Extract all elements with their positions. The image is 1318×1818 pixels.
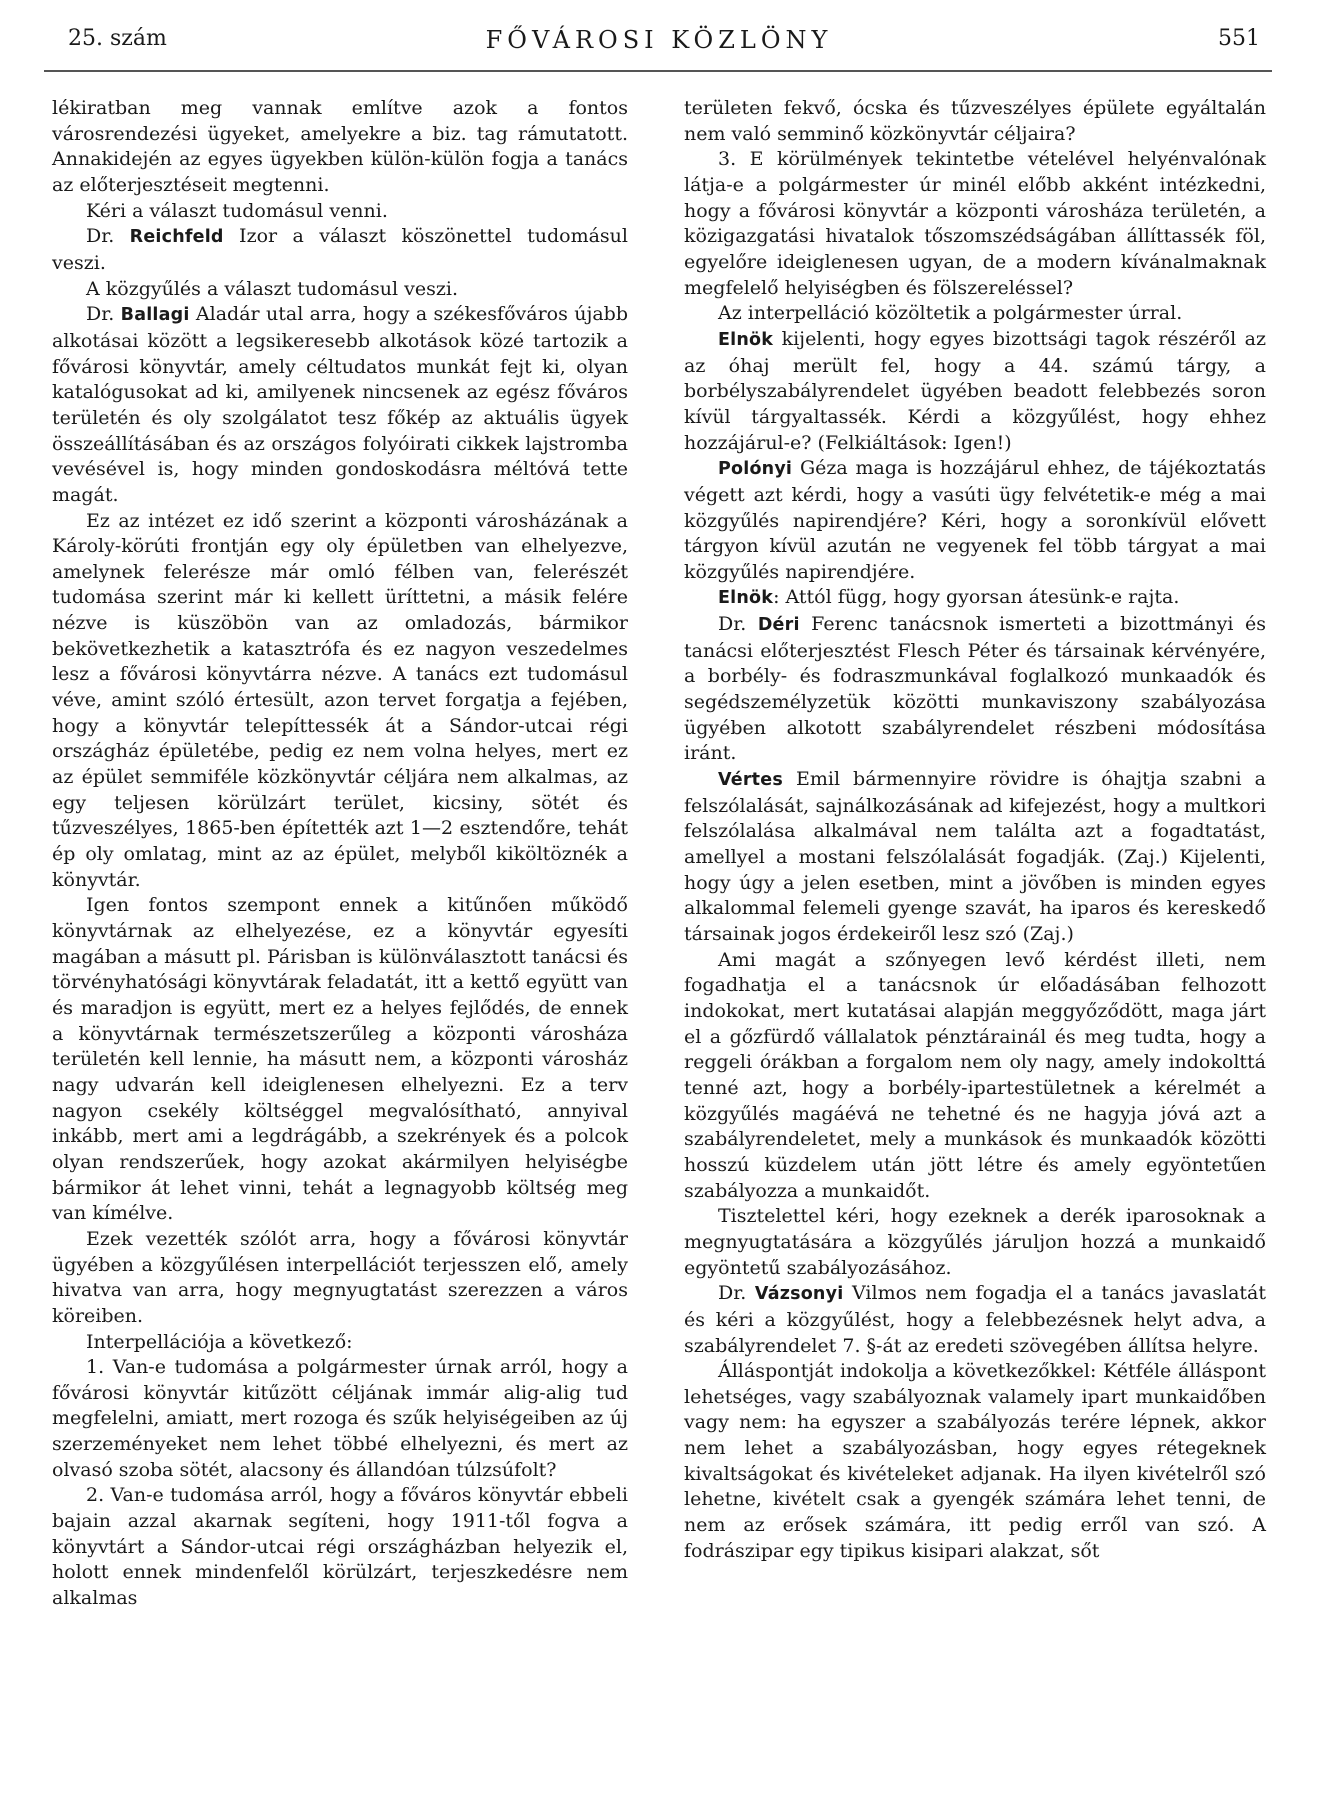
page-number: 551 <box>1218 26 1260 51</box>
title-prefix: Dr. <box>718 1282 755 1305</box>
speaker-name: Déri <box>757 615 800 636</box>
page-header <box>40 22 1278 62</box>
paragraph-text: kijelenti, hogy egyes bizottsági tagok részéről az az óhaj merült fel, hogy a 44. számú tárgy, a borbélyszabályrendelet ügyében beadott felebbezés soron kívül tárgyaltassék. Kérdi a közgyűlést, hogy ehhez hozzájárul-e? (Felkiáltások: Igen!) <box>684 327 1266 454</box>
paragraph: Ez az intézet ez idő szerint a központi városházának a Károly-körúti frontján egy oly épületben van elhelyezve, amelynek felerésze már omló félben van, felerészét tudomása szerint már ki kellett üríttetni, a másik felére nézve is küszöbön van az omladozás, bármikor bekövetkezhetik a katasztrófa és ez nagyon veszedelmes lesz a fővárosi könyvtárra nézve. A tanács ezt tudomásul véve, amint szóló értesült, azon tervet forgatja a fejében, hogy a könyvtár telepíttessék át a Sándor-utcai régi országház épületébe, pedig ez nem volna helyes, mert ez az épület semmiféle közkönyvtár céljára nem alkalmas, az egy teljesen körülzárt terület, kicsiny, sötét és tűzveszélyes, 1865-ben építették azt 1—2 esztendőre, tehát ép oly omlatag, mint az az épület, melyből kiköltöznék a könyvtár. <box>52 509 628 891</box>
speaker-name: Reichfeld <box>129 227 224 248</box>
interpellation-point: 1. Van-e tudomása a polgármester úrnak arról, hogy a fővárosi könyvtár kitűzött céljának immár alig-alig tud megfelelni, amiatt, mert rozoga és szűk helyiségeiben az új szerzeményeket nem lehet többé elhelyezni, és mert az olvasó szoba sötét, alacsony és állandóan túlzsúfolt? <box>52 1356 628 1481</box>
paragraph: A közgyűlés a választ tudomásul veszi. <box>86 277 459 300</box>
speaker-name: Ballagi <box>120 305 190 326</box>
paragraph: Interpellációja a következő: <box>86 1330 353 1353</box>
header-rule <box>44 70 1272 72</box>
left-column <box>52 96 628 1612</box>
journal-title: FŐVÁROSI KÖZLÖNY <box>485 26 833 54</box>
paragraph-text: Géza maga is hozzájárul ehhez, de tájékoztatás végett azt kérdi, hogy a vasúti ügy felvétetik-e még a mai közgyűlés napirendjére? Kéri, hogy a soronkívül elővett tárgyon kívül azután ne vegyenek fel több tárgyat a mai közgyűlés napirendjére. <box>684 457 1266 583</box>
paragraph <box>684 1281 1266 1359</box>
interpellation-point: 2. Van-e tudomása arról, hogy a főváros könyvtár ebbeli bajain azzal akarnak segíteni, hogy 1911-től fogva a könyvtárt a Sándor-utcai régi országházban helyezik el, holott ennek mindenfelől körülzárt, terjeszkedésre nem alkalmas <box>52 1484 628 1610</box>
paragraph: Álláspontját indokolja a következőkkel: Kétféle álláspont lehetséges, vagy szabályoznak valamely ipart munkaidőben vagy nem: ha egyszer a szabályozás terére lépnek, akkor nem lehet a szabályozásban, hogy egyes rétegeknek kivaltságokat és kivételeket adjanak. Ha ilyen kivételről szó lehetne, kivételt csak a gyengék számára lehet tenni, de nem az erősek számára, itt pedig erről van szó. A fodrászipar egy tipikus kisipari alakzat, sőt <box>684 1360 1266 1562</box>
paragraph-text: Vilmos nem fogadja el a tanács javaslatát és kéri a közgyűlést, hogy a felebbezésnek helyt adva, a szabályrendelet 7. §-át az eredeti szövegében állítsa helyre. <box>684 1282 1266 1357</box>
paragraph <box>52 224 628 276</box>
paragraph: Tisztelettel kéri, hogy ezeknek a derék iparosoknak a megnyugtatására a közgyűlés járuljon hozzá a munkaidő egyöntetű szabályozásához. <box>684 1205 1266 1279</box>
title-prefix: Dr. <box>718 613 758 636</box>
paragraph: Ami magát a szőnyegen levő kérdést illeti, nem fogadhatja el a tanácsnok úr előadásában felhozott indokokat, mert kutatásai alapján meggyőződött, maga járt el a gőzfürdő vállalatok pénztárainál és meg tudta, hogy a reggeli órákban a forgalom nem oly nagy, amely indokolttá tenné azt, hogy a borbély-ipartestületnek a kérelmét a közgyűlés magáévá ne tehetné és ne hagyja jóvá azt a szabályrendeletet, mely a munkások és munkaadók közötti hosszú küzdelem után jött létre és amely egyöntetűen szabályozza a munkaidőt. <box>684 948 1266 1202</box>
issue-number: 25. szám <box>68 26 167 51</box>
paragraph: lékiratban meg vannak említve azok a fontos városrendezési ügyeket, amelyekre a biz. tag rámutatott. Annakidején az egyes ügyekben külön-külön fogja a tanács az előterjesztéseit megtenni. <box>52 97 628 196</box>
right-column <box>684 96 1266 1564</box>
paragraph: Ezek vezették szólót arra, hogy a fővárosi könyvtár ügyében a közgyűlésen interpellációt terjesszen elő, amely hivatva van arra, hogy megnyugtatást szerezzen a város köreiben. <box>52 1227 628 1327</box>
paragraph-text: Emil bármennyire rövidre is óhajtja szabni a felszólalását, sajnálkozásának ad kifejezést, hogy a multkori felszólalása alkalmával nem találta azt a fogadtatást, amellyel a mostani felszólalását fogadják. (Zaj.) Kijelenti, hogy úgy a jelen esetben, mint a jövőben is minden egyes alkalommal felemeli gyenge szavát, ha iparos és kereskedő társainak jogos érdekeiről lesz szó (Zaj.) <box>684 768 1266 945</box>
paragraph <box>684 767 1266 948</box>
paragraph <box>684 585 1266 612</box>
paragraph <box>684 612 1266 767</box>
speaker-name: Vázsonyi <box>754 1284 844 1305</box>
paragraph-text: Ferenc tanácsnok ismerteti a bizottmányi és tanácsi előterjesztést Flesch Péter és társainak kérvényére, a borbély- és fodraszmunkával foglalkozó munkaadók és segédszemélyzetük közötti munkaviszony szabályozása ügyében alkotott szabályrendelet részbeni módosítása iránt. <box>684 613 1266 765</box>
paragraph-text: Izor a választ köszönettel tudomásul veszi. <box>52 225 628 274</box>
paragraph: Az interpelláció közöltetik a polgármester úrral. <box>718 302 1183 325</box>
paragraph <box>684 327 1266 456</box>
paragraph-text: : Attól függ, hogy gyorsan átesünk-e rajta. <box>773 586 1180 609</box>
title-prefix: Dr. <box>86 225 130 248</box>
paragraph-text: Aladár utal arra, hogy a székesfőváros újabb alkotásai között a legsikeresebb alkotások közé tartozik a fővárosi könyvtár, amely céltudatos munkát fejt ki, olyan katalógusokat ad ki, amilyenek nincsenek az egész főváros területén és oly szolgálatot tesz főkép az aktuális ügyek összeállításában és az országos folyóirati cikkek lajstromba vevésével is, hogy minden gondoskodásra méltóvá tette magát. <box>52 303 629 506</box>
speaker-name: Elnök <box>718 588 774 609</box>
paragraph: területen fekvő, ócska és tűzveszélyes épülete egyáltalán nem való semminő közkönyvtár céljaira? <box>684 97 1266 145</box>
paragraph: Igen fontos szempont ennek a kitűnően működő könyvtárnak az elhelyezése, ez a könyvtár egyesíti magában a másutt pl. Párisban is különválasztott tanácsi és törvényhatósági könyvtárak feladatát, itt a kettő együtt van és maradjon is együtt, mert ez a helyes fejlődés, de ennek a könyvtárnak természetszerűleg a központi városháza területén kell lennie, ha másutt nem, a központi városház nagy udvarán kell ideiglenesen elhelyezni. Ez a terv nagyon csekély költséggel megvalósítható, annyival inkább, mert ami a legdrágább, a szekrények és a polcok olyan rendszerűek, hogy azokat akármilyen helyiségbe bármikor át lehet vinni, tehát a legnagyobb költség meg van kímélve. <box>52 894 628 1225</box>
speaker-name: Vértes <box>718 770 783 791</box>
paragraph: Kéri a választ tudomásul venni. <box>86 199 388 222</box>
interpellation-point: 3. E körülmények tekintetbe vételével helyénvalónak látja-e a polgármester úr minél előbb akként intézkedni, hogy a fővárosi könyvtár a központi városháza területén, a közigazgatási hivatalok tőszomszédságában állíttassék föl, egyelőre ideiglenesen ugyan, de a modern kívánalmaknak megfelelő helyiségben és fölszereléssel? <box>684 148 1266 299</box>
paragraph <box>684 456 1266 585</box>
title-prefix: Dr. <box>86 303 121 326</box>
speaker-name: Elnök <box>718 329 774 350</box>
paragraph <box>52 302 628 508</box>
speaker-name: Polónyi <box>718 459 793 480</box>
